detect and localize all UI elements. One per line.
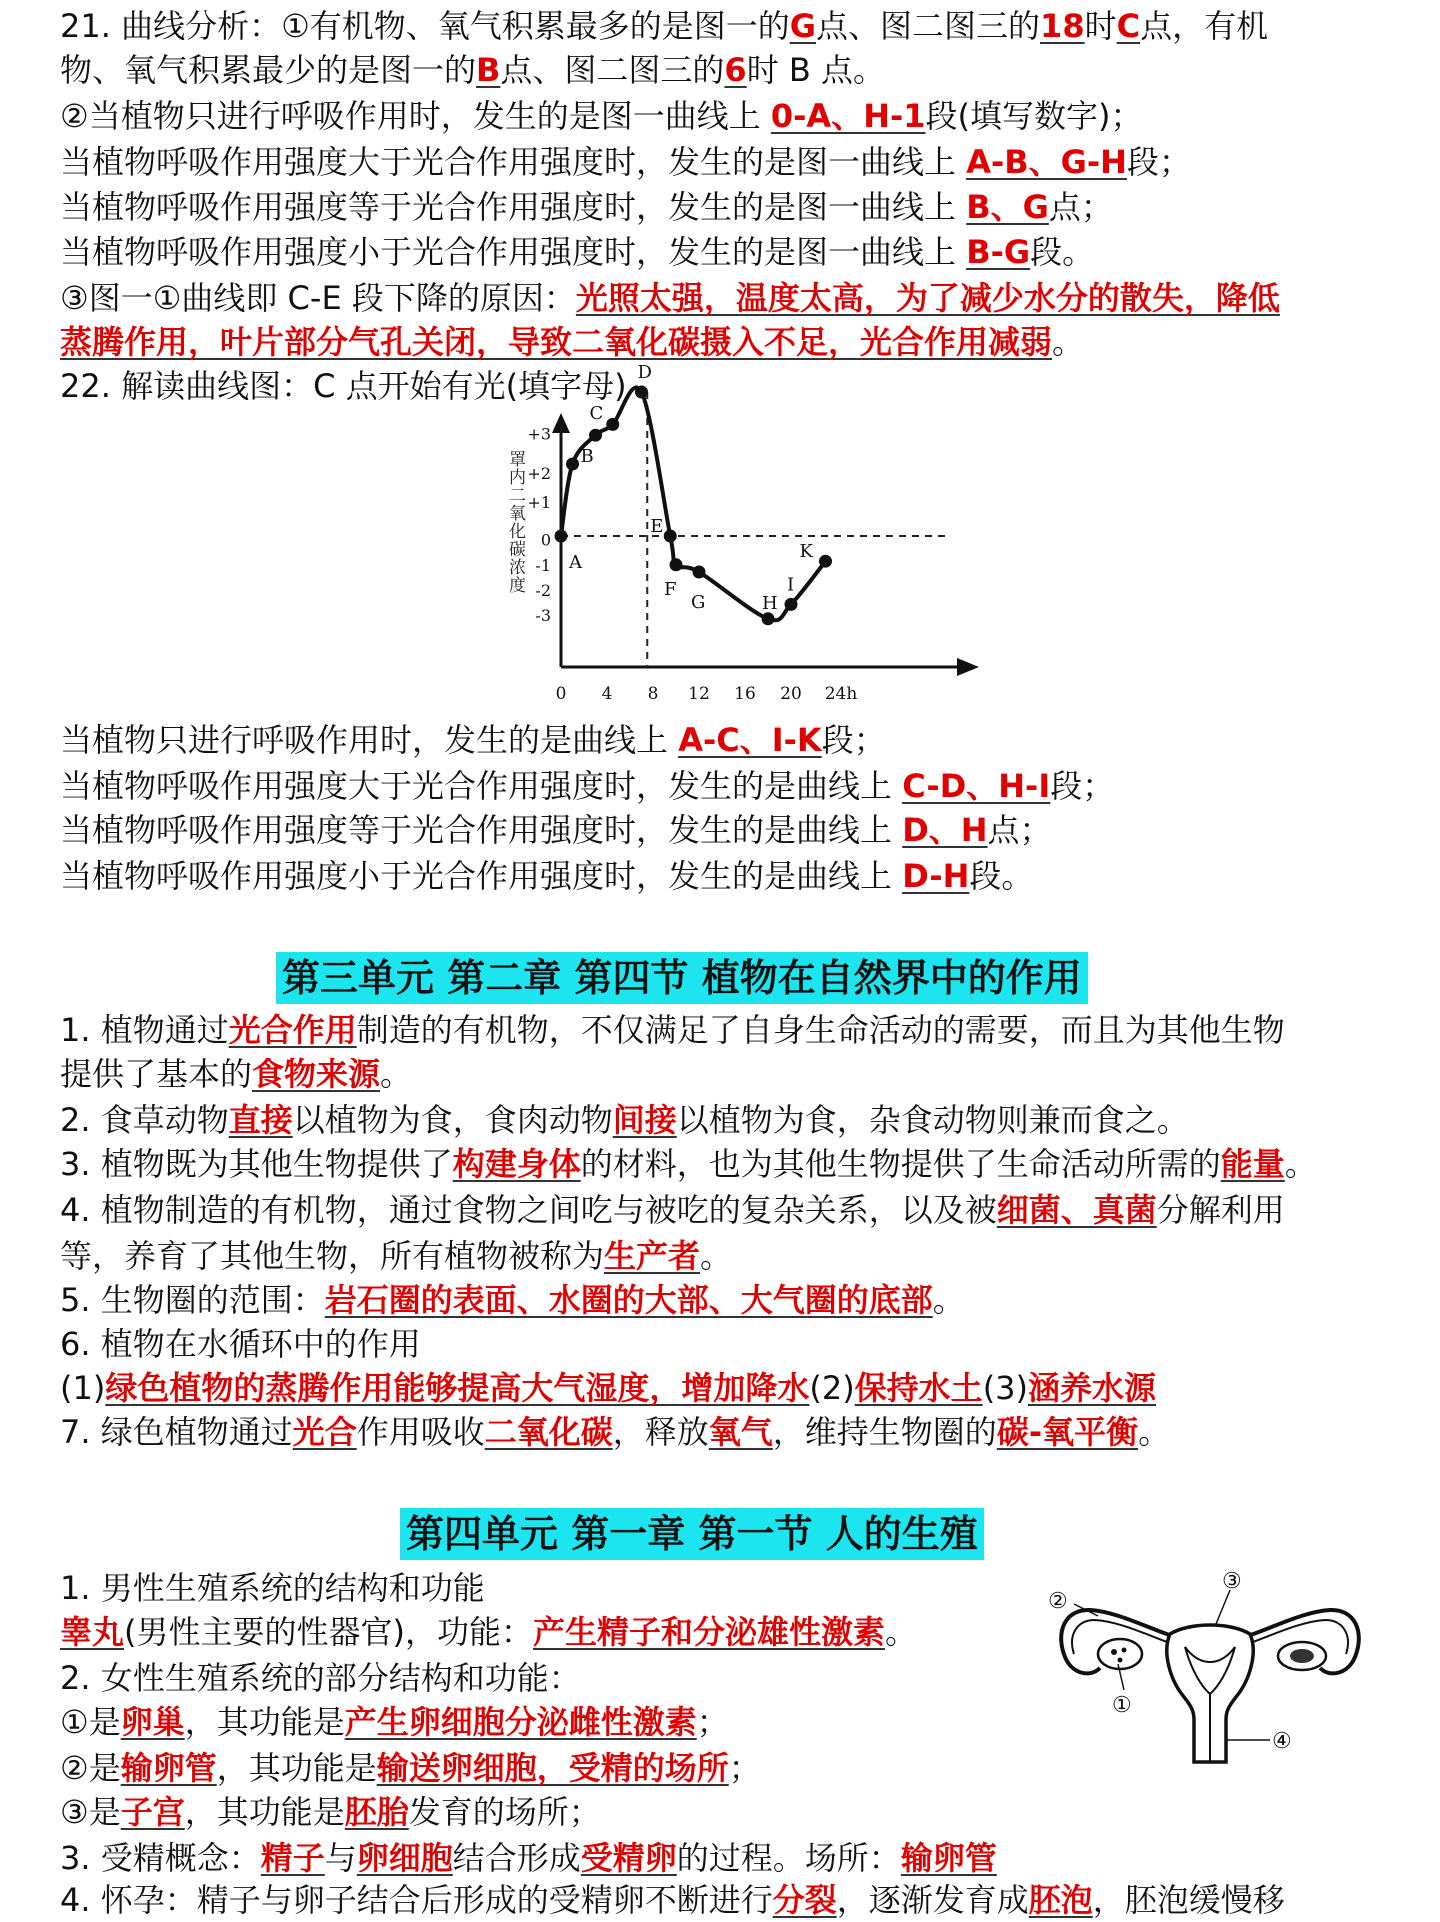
y-tick-label: -2	[535, 581, 551, 600]
line-text: 当植物呼吸作用强度等于光合作用强度时，发生的是图一曲线上	[60, 188, 967, 226]
text-line	[60, 1278, 1400, 1322]
point-label: D	[637, 362, 652, 383]
text-line	[60, 1008, 1400, 1052]
data-point	[693, 566, 706, 579]
line-text: 当植物呼吸作用强度等于光合作用强度时，发生的是曲线上	[60, 811, 903, 849]
line-text: 物、氧气积累最少的是图一的	[60, 51, 477, 89]
line-text: 21. 曲线分析：①有机物、氧气积累最多的是图一的	[60, 7, 790, 45]
line-text: ③图一①曲线即 C-E 段下降的原因：	[60, 279, 576, 317]
line-text: 1. 植物通过	[60, 1011, 229, 1049]
point-label: K	[799, 541, 813, 563]
line-text: 段。	[969, 857, 1034, 895]
line-text: 当植物呼吸作用强度小于光合作用强度时，发生的是曲线上	[60, 857, 903, 895]
x-tick-label: 16	[734, 684, 756, 704]
line-text: 22. 解读曲线图：C 点开始有光(填字母)	[60, 367, 627, 405]
line-text: 以植物为食，杂食动物则兼而食之。	[676, 1101, 1189, 1139]
answer-text: 胚泡	[1028, 1881, 1093, 1919]
answer-text: 蒸腾作用，叶片部分气孔关闭，导致二氧化碳摄入不足，光合作用减弱	[60, 323, 1053, 361]
answer-text: C-D、H-I	[902, 767, 1051, 805]
answer-text: 18	[1040, 7, 1085, 45]
point-label: B	[580, 446, 594, 467]
answer-text: 子宫	[120, 1793, 185, 1831]
y-tick-label: +2	[527, 464, 551, 483]
point-label: A	[569, 552, 582, 573]
line-text: 段；	[1126, 143, 1191, 181]
text-line	[60, 1098, 1400, 1142]
y-tick-label: -1	[535, 555, 551, 575]
point-label: C	[589, 403, 604, 425]
line-text: 2. 女性生殖系统的部分结构和功能：	[60, 1659, 581, 1697]
line-text: 点、图二图三的	[500, 51, 725, 89]
line-text: 时	[1084, 7, 1117, 45]
text-line	[60, 1234, 1400, 1278]
line-text: ②当植物只进行呼吸作用时，发生的是图一曲线上	[60, 97, 771, 135]
answer-text: 6	[724, 51, 747, 89]
line-text: (3)	[982, 1369, 1029, 1407]
y-tick-label: +1	[527, 492, 551, 512]
answer-text: 二氧化碳	[484, 1413, 613, 1451]
y-axis-label: 罩内二氧化碳浓度	[505, 450, 525, 594]
line-text: 3. 植物既为其他生物提供了	[60, 1145, 453, 1183]
line-text: 分解利用	[1156, 1191, 1285, 1229]
answer-text: 涵养水源	[1028, 1369, 1157, 1407]
line-text: (2)	[809, 1369, 855, 1407]
line-text: 5. 生物圈的范围：	[60, 1281, 325, 1319]
line-text: 点，有机	[1140, 7, 1269, 45]
data-point	[670, 558, 683, 571]
y-tick-label: 0	[540, 530, 551, 550]
line-text: ；	[728, 1749, 761, 1787]
answer-text: 生产者	[604, 1237, 701, 1275]
text-line	[60, 1366, 1400, 1410]
data-point	[785, 598, 798, 611]
line-text: 与	[324, 1839, 357, 1877]
answer-text: 受精卵	[580, 1839, 677, 1877]
x-tick-label: 20	[780, 684, 802, 704]
data-point	[664, 530, 677, 543]
answer-text: 能量	[1220, 1145, 1285, 1183]
point-label: F	[664, 578, 677, 600]
x-axis-arrow	[957, 658, 979, 676]
line-text: 。	[1138, 1413, 1171, 1451]
answer-text: 食物来源	[252, 1055, 381, 1093]
text-line	[60, 140, 1400, 184]
answer-text: 睾丸	[60, 1613, 125, 1651]
data-point	[635, 386, 648, 399]
line-text: 。	[932, 1281, 965, 1319]
line-text: 点、图二图三的	[816, 7, 1041, 45]
line-text: 2. 食草动物	[60, 1101, 229, 1139]
text-line	[60, 48, 1400, 92]
line-text: 1. 男性生殖系统的结构和功能	[60, 1569, 485, 1607]
answer-text: 光合作用	[228, 1011, 357, 1049]
answer-text: 碳-氧平衡	[996, 1413, 1139, 1451]
line-text: ，其功能是	[184, 1703, 345, 1741]
section-heading-unit3: 第三单元 第二章 第四节 植物在自然界中的作用	[276, 952, 1088, 1004]
line-text: ，胚泡缓慢移	[1092, 1881, 1285, 1919]
data-point	[555, 530, 568, 543]
answer-text: B	[476, 51, 501, 89]
y-tick-label: -3	[535, 606, 551, 626]
line-text: ②是	[60, 1749, 121, 1787]
line-text: 。	[700, 1237, 733, 1275]
text-line	[60, 854, 1400, 898]
answer-text: A-C、I-K	[678, 721, 822, 759]
line-text: ，其功能是	[216, 1749, 377, 1787]
line-text: 结合形成	[452, 1839, 581, 1877]
point-label: E	[650, 516, 664, 537]
answer-text: 直接	[228, 1101, 293, 1139]
line-text: 点；	[1048, 188, 1113, 226]
text-line	[60, 1322, 1400, 1366]
x-tick-label: 8	[647, 684, 659, 704]
answer-text: B、G	[966, 188, 1049, 226]
answer-text: 精子	[260, 1839, 325, 1877]
line-text: 当植物呼吸作用强度大于光合作用强度时，发生的是图一曲线上	[60, 143, 967, 181]
answer-text: 输卵管	[900, 1839, 997, 1877]
line-text: ；	[696, 1703, 729, 1741]
line-text: (男性主要的性器官)，功能：	[124, 1613, 533, 1651]
line-text: 作用吸收	[356, 1413, 485, 1451]
data-point	[762, 612, 775, 625]
text-line	[60, 1410, 1400, 1454]
line-text: 。	[380, 1055, 413, 1093]
answer-text: 构建身体	[452, 1145, 581, 1183]
point-label: I	[787, 574, 795, 596]
line-text: 。	[885, 1613, 918, 1651]
line-text: 。	[1284, 1145, 1317, 1183]
x-tick-label: 12	[688, 684, 710, 704]
text-line	[60, 1878, 1400, 1922]
line-text: 当植物只进行呼吸作用时，发生的是曲线上	[60, 721, 679, 759]
answer-text: 产生精子和分泌雄性激素	[533, 1613, 886, 1651]
line-text: ，逐渐发育成	[836, 1881, 1029, 1919]
line-text: 3. 受精概念：	[60, 1839, 261, 1877]
line-text: 以植物为食，食肉动物	[292, 1101, 613, 1139]
text-line	[60, 1790, 1400, 1834]
line-text: ①是	[60, 1703, 121, 1741]
data-point	[589, 429, 602, 442]
text-line	[60, 1188, 1400, 1232]
text-line	[60, 1052, 1400, 1096]
diagram-label-3: ③	[1222, 1569, 1242, 1594]
diagram-label-2: ②	[1048, 1589, 1068, 1614]
y-tick-label: +3	[527, 424, 551, 444]
line-text: 6. 植物在水循环中的作用	[60, 1325, 421, 1363]
answer-text: 绿色植物的蒸腾作用能够提高大气湿度，增加降水	[105, 1369, 810, 1407]
line-text: 的过程。场所：	[676, 1839, 901, 1877]
answer-text: 间接	[612, 1101, 677, 1139]
line-text: 发育的场所；	[408, 1793, 601, 1831]
text-line	[60, 764, 1400, 808]
answer-text: G	[789, 7, 817, 45]
answer-text: 岩石圈的表面、水圈的大部、大气圈的底部	[324, 1281, 933, 1319]
text-line	[60, 230, 1400, 274]
line-text: 段。	[1030, 233, 1095, 271]
line-text: 当植物呼吸作用强度大于光合作用强度时，发生的是曲线上	[60, 767, 903, 805]
answer-text: D、H	[902, 811, 988, 849]
diagram-label-4: ④	[1272, 1729, 1292, 1754]
text-line	[60, 94, 1400, 138]
line-text: 7. 绿色植物通过	[60, 1413, 293, 1451]
answer-text: 细菌、真菌	[996, 1191, 1157, 1229]
y-axis-arrow	[552, 413, 570, 433]
x-tick-label: 4	[601, 684, 613, 704]
line-text: 。	[1052, 323, 1085, 361]
line-text: 段(填写数字)；	[925, 97, 1143, 135]
data-point	[606, 418, 619, 431]
line-text: (1)	[60, 1369, 106, 1407]
line-text: ，释放	[612, 1413, 709, 1451]
text-line	[60, 185, 1400, 229]
text-line	[60, 808, 1400, 852]
answer-text: 输卵管	[120, 1749, 217, 1787]
line-text: 的材料，也为其他生物提供了生命活动所需的	[580, 1145, 1221, 1183]
line-text: 段；	[1050, 767, 1115, 805]
answer-text: A-B、G-H	[966, 143, 1127, 181]
point-label: G	[691, 592, 706, 613]
text-line	[60, 718, 1400, 762]
answer-text: 0-A、H-1	[770, 97, 926, 135]
answer-text: 光合	[292, 1413, 357, 1451]
answer-text: 产生卵细胞分泌雌性激素	[344, 1703, 697, 1741]
x-tick-label: 0	[555, 684, 567, 704]
female-reproductive-diagram	[1040, 1569, 1380, 1772]
answer-text: 光照太强，温度太高，为了减少水分的散失，降低	[575, 279, 1280, 317]
answer-text: 输送卵细胞，受精的场所	[376, 1749, 729, 1787]
line-text: ，维持生物圈的	[772, 1413, 997, 1451]
line-text: ，其功能是	[184, 1793, 345, 1831]
answer-text: 保持水土	[854, 1369, 983, 1407]
answer-text: D-H	[902, 857, 970, 895]
line-text: 段；	[821, 721, 886, 759]
co2-curve-chart	[495, 362, 975, 705]
x-tick-label: 24h	[824, 684, 858, 704]
text-line	[60, 276, 1400, 320]
answer-text: 卵巢	[120, 1703, 185, 1741]
ovary-left	[1098, 1639, 1142, 1669]
line-text: 提供了基本的	[60, 1055, 253, 1093]
line-text: 点；	[987, 811, 1052, 849]
data-point	[566, 458, 579, 471]
text-line	[60, 320, 1400, 364]
line-text: 当植物呼吸作用强度小于光合作用强度时，发生的是图一曲线上	[60, 233, 967, 271]
answer-text: 氧气	[708, 1413, 773, 1451]
line-text: 4. 怀孕：精子与卵子结合后形成的受精卵不断进行	[60, 1881, 773, 1919]
line-text: 制造的有机物，不仅满足了自身生命活动的需要，而且为其他生物	[356, 1011, 1285, 1049]
text-line	[60, 364, 1400, 408]
answer-text: C	[1116, 7, 1141, 45]
text-line	[60, 1142, 1400, 1186]
answer-text: 分裂	[772, 1881, 837, 1919]
line-text: 时 B 点。	[746, 51, 885, 89]
text-line	[60, 1836, 1400, 1880]
point-label: H	[762, 592, 778, 614]
diagram-label-1: ①	[1112, 1693, 1132, 1718]
line-text: 等，养育了其他生物，所有植物被称为	[60, 1237, 605, 1275]
line-text: ③是	[60, 1793, 121, 1831]
text-line	[60, 4, 1400, 48]
data-point	[819, 555, 832, 568]
answer-text: B-G	[966, 233, 1031, 271]
section-heading-unit4: 第四单元 第一章 第一节 人的生殖	[400, 1508, 984, 1560]
answer-text: 胚胎	[344, 1793, 409, 1831]
answer-text: 卵细胞	[356, 1839, 453, 1877]
line-text: 4. 植物制造的有机物，通过食物之间吃与被吃的复杂关系，以及被	[60, 1191, 997, 1229]
